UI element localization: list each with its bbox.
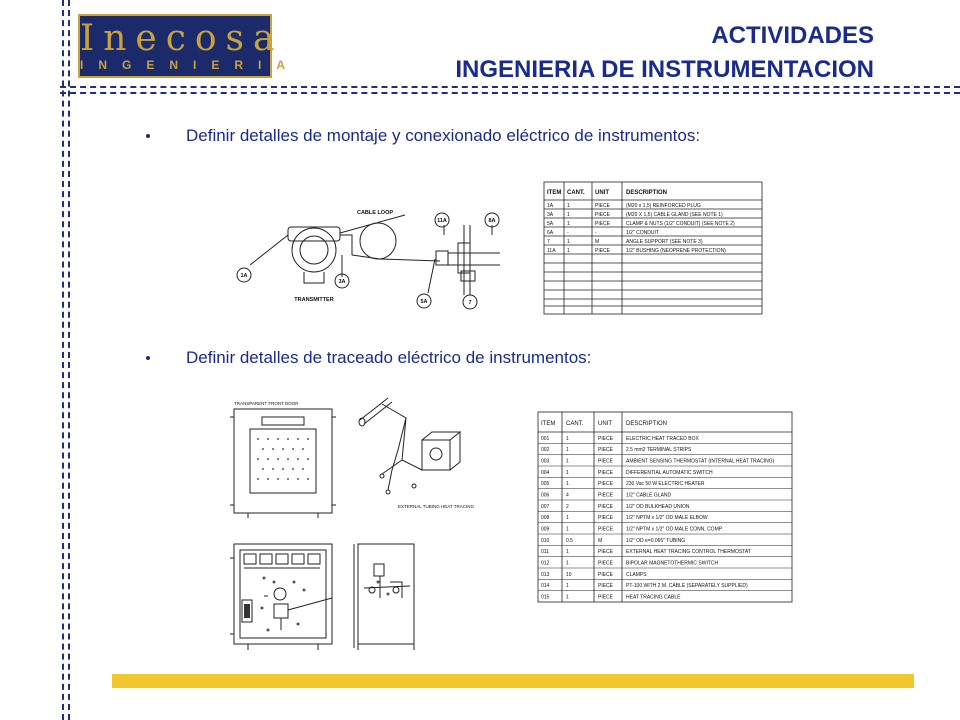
- table-cell: DIFFERENTIAL AUTOMATIC SWITCH: [626, 469, 713, 476]
- table-cell: 1/2" CONDUIT: [626, 230, 659, 236]
- company-logo: [78, 14, 301, 78]
- table-cell: PIECE: [595, 203, 611, 209]
- table-header-cell: UNIT: [595, 190, 609, 196]
- table-cell: PIECE: [598, 503, 614, 510]
- table-cell: 007: [541, 503, 550, 510]
- table-cell: EXTERNAL HEAT TRACING CONTROL THERMOSTAT: [626, 549, 751, 556]
- callout-8a: 8A: [488, 218, 496, 224]
- table-cell: 1: [566, 469, 569, 476]
- table-cell: PIECE: [598, 515, 614, 522]
- table-cell: 4: [566, 492, 569, 499]
- table-cell: 1: [566, 515, 569, 522]
- table-cell: (M20 x 1,5) REINFORCED PLUG: [626, 203, 701, 209]
- table-cell: 011: [541, 549, 549, 556]
- table-cell: 6A: [547, 230, 554, 236]
- transmitter-mounting-drawing: [230, 195, 510, 320]
- table-cell: M: [598, 537, 603, 544]
- table-cell: 1: [566, 583, 569, 590]
- external-tubing-drawing: [352, 390, 475, 515]
- footer-accent-bar: [112, 674, 914, 688]
- table-cell: 001: [541, 435, 550, 442]
- table-header-cell: DESCRIPTION: [626, 190, 668, 196]
- table-cell: 1/2" NPTM x 1/2" OD MALE ELBOW: [626, 515, 708, 522]
- table-cell: 1: [566, 560, 569, 567]
- table-cell: 1: [567, 212, 570, 218]
- table-cell: 230 Vac 50 W ELECTRIC HEATER: [626, 481, 705, 488]
- table-cell: PIECE: [595, 248, 611, 254]
- table-cell: 003: [541, 458, 550, 465]
- table-cell: 1: [566, 526, 569, 533]
- logo-subtitle: INGENIERIA: [80, 58, 301, 72]
- table-cell: 1: [567, 221, 570, 227]
- table-cell: PIECE: [598, 594, 614, 601]
- bullet-dot: [146, 356, 150, 360]
- cable-loop-label: CABLE LOOP: [356, 210, 394, 216]
- table-cell: 005: [541, 481, 550, 488]
- table-cell: 1/2" OD BULKHEAD UNION: [626, 503, 690, 510]
- table-cell: 1/2" OD e=0.065" TUBING: [626, 537, 686, 544]
- table-cell: CLAMPS: [626, 571, 647, 578]
- table-cell: 1: [566, 481, 569, 488]
- callout-3a: 3A: [338, 279, 346, 285]
- table-cell: PIECE: [595, 221, 611, 227]
- tubing-label: EXTERNAL TUBING HEAT TRACING: [398, 504, 475, 509]
- table-cell: 10: [566, 571, 572, 578]
- callout-7: 7: [468, 300, 472, 306]
- bullet-dot: [146, 134, 150, 138]
- heat-tracing-parts-table: [538, 412, 792, 602]
- table-cell: PIECE: [598, 458, 614, 465]
- table-cell: PIECE: [598, 549, 614, 556]
- table-cell: 1: [566, 447, 569, 454]
- table-cell: HEAT TRACING CABLE: [626, 594, 681, 601]
- table-cell: 1A: [547, 203, 554, 209]
- table-cell: 004: [541, 469, 550, 476]
- table-cell: 012: [541, 560, 550, 567]
- table-cell: 1: [567, 239, 570, 245]
- table-header-cell: UNIT: [598, 421, 612, 427]
- table-cell: 010: [541, 537, 550, 544]
- table-cell: 3A: [547, 212, 554, 218]
- table-cell: -: [567, 230, 569, 236]
- table-cell: 008: [541, 515, 550, 522]
- table-cell: 2: [566, 503, 569, 510]
- table-cell: PIECE: [598, 571, 614, 578]
- table-cell: 015: [541, 594, 550, 601]
- table-cell: PIECE: [598, 560, 614, 567]
- table-cell: -: [595, 230, 597, 236]
- table-cell: AMBIENT SENSING THERMOSTAT (INTERNAL HEAT TRACING): [626, 458, 775, 465]
- table-cell: PT-100 WITH 2 M. CABLE (SEPARATELY SUPPLIED): [626, 583, 748, 590]
- table-cell: 002: [541, 447, 550, 454]
- table-cell: 1: [566, 458, 569, 465]
- table-cell: PIECE: [595, 212, 611, 218]
- logo-wordmark: Inecosa: [80, 18, 284, 59]
- bullet-text: Definir detalles de montaje y conexionado eléctrico de instrumentos:: [186, 126, 701, 145]
- transmitter-label: TRANSMITTER: [294, 297, 334, 303]
- table-cell: BIPOLAR MAGNETOTHERMIC SWITCH: [626, 560, 719, 567]
- table-cell: 1: [566, 549, 569, 556]
- callout-1a: 1A: [240, 273, 248, 279]
- table-cell: 1: [566, 594, 569, 601]
- table-cell: M: [595, 239, 600, 245]
- bullet-text: Definir detalles de traceado eléctrico de instrumentos:: [186, 348, 592, 367]
- front-door-label: TRANSPARENT FRONT DOOR: [234, 401, 299, 406]
- table-cell: PIECE: [598, 492, 614, 499]
- table-cell: 014: [541, 583, 550, 590]
- callout-5a: 5A: [420, 299, 428, 305]
- table-cell: (M20 X 1,5) CABLE GLAND (SEE NOTE 1): [626, 212, 723, 218]
- heat-traced-box-side-drawing: [350, 538, 422, 658]
- table-header-cell: CANT.: [567, 190, 585, 196]
- table-cell: PIECE: [598, 469, 614, 476]
- frame-line-top-1: [60, 86, 960, 88]
- table-cell: 5A: [547, 221, 554, 227]
- table-cell: 11A: [547, 248, 556, 254]
- table-cell: PIECE: [598, 447, 614, 454]
- table-cell: PIECE: [598, 481, 614, 488]
- callout-11a: 11A: [437, 218, 447, 224]
- table-cell: 1/2" CABLE GLAND: [626, 492, 672, 499]
- table-cell: ANGLE SUPPORT (SEE NOTE 3): [626, 239, 703, 245]
- mounting-parts-table: [544, 182, 762, 314]
- frame-line-left-1: [62, 0, 66, 720]
- table-header-cell: DESCRIPTION: [626, 421, 668, 427]
- table-cell: 7: [547, 239, 550, 245]
- table-cell: PIECE: [598, 435, 614, 442]
- table-cell: 1/2" NPTM x 1/2" OD MALE CONN. COMP.: [626, 526, 723, 533]
- table-cell: 1: [567, 203, 570, 209]
- table-cell: 0.5: [566, 537, 573, 544]
- slide-title-line1: ACTIVIDADES: [711, 22, 874, 49]
- table-cell: 1: [566, 435, 569, 442]
- table-cell: ELECTRIC HEAT TRACED BOX: [626, 435, 699, 442]
- heat-traced-box-interior-drawing: [228, 538, 338, 658]
- table-cell: PIECE: [598, 583, 614, 590]
- table-cell: 1/2" BUSHING (NEOPRENE PROTECTION): [626, 248, 726, 254]
- table-cell: 2.5 mm2 TERMINAL STRIPS: [626, 447, 692, 454]
- table-header-cell: ITEM: [547, 190, 562, 196]
- frame-line-top-2: [60, 92, 960, 94]
- table-cell: 006: [541, 492, 550, 499]
- table-cell: PIECE: [598, 526, 614, 533]
- table-header-cell: ITEM: [541, 421, 556, 427]
- slide-title-line2: INGENIERIA DE INSTRUMENTACION: [455, 56, 874, 83]
- frame-line-left-2: [68, 0, 72, 720]
- table-cell: 1: [567, 248, 570, 254]
- table-cell: 009: [541, 526, 550, 533]
- table-header-cell: CANT.: [566, 421, 584, 427]
- heat-traced-box-front-drawing: [228, 395, 338, 520]
- table-cell: CLAMP & NUTS (1/2" CONDUIT) (SEE NOTE 2): [626, 221, 735, 227]
- table-cell: 013: [541, 571, 550, 578]
